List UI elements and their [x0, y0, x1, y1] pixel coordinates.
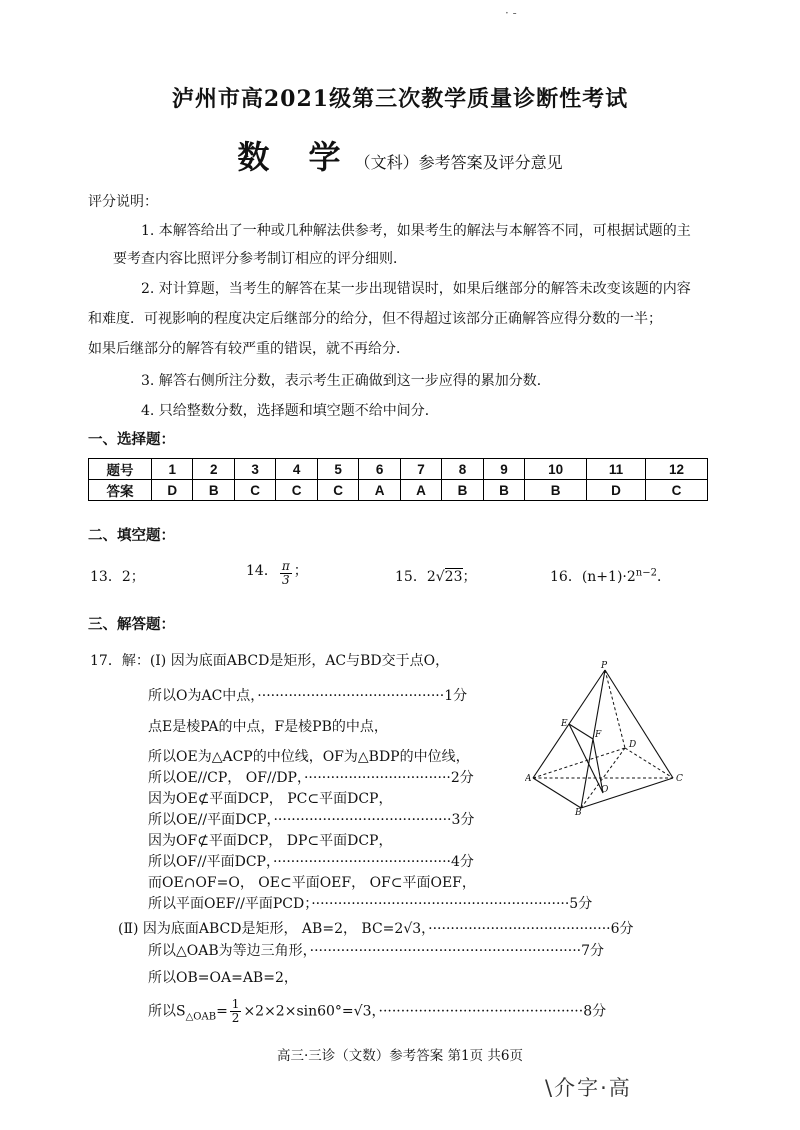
answer-14: [246, 560, 308, 587]
label-E: E: [561, 719, 568, 729]
label-D: D: [629, 740, 637, 750]
solution-line-13: 所以OB=OA=AB=2，: [148, 970, 298, 986]
answer-16-base: (n+1)·2: [581, 569, 636, 585]
area-fraction: [230, 998, 242, 1025]
answer-16-exponent: n−2: [635, 567, 657, 579]
row-label-number: 题号: [89, 459, 152, 480]
label-F: F: [595, 730, 602, 740]
solution-line-4: 所以OE//CP， OF//DP，·································2分: [148, 770, 474, 786]
edge-BC: [581, 778, 673, 808]
section-fill-heading: 二、填空题：: [88, 527, 175, 544]
note-2a: 2. 对计算题，当考生的解答在某一步出现错误时，如果后继部分的解答未改变该题的内容: [141, 281, 691, 297]
area-prefix: 所以S: [148, 1003, 186, 1020]
answer-15-radicand: 23: [444, 569, 463, 585]
answer-14-label: 14．: [246, 563, 278, 579]
question-number: 10: [525, 459, 587, 480]
section-solution-heading: 三、解答题：: [88, 616, 175, 633]
edge-AB: [533, 778, 581, 808]
answer-cell: C: [646, 480, 708, 501]
solution-line-5: 因为OE⊄平面DCP， PC⊂平面DCP，: [148, 791, 393, 807]
table-row: [89, 480, 708, 501]
fraction-denominator: 3: [281, 573, 290, 587]
answer-13: 13．2；: [90, 569, 145, 585]
question-number: 4: [276, 459, 317, 480]
note-1a: 1. 本解答给出了一种或几种解法供参考，如果考生的解法与本解答不同，可根据试题的主: [141, 223, 691, 239]
answer-15-tail: ；: [462, 569, 477, 585]
area-rest: ×2×2×sin60°=√3，··············································8分: [243, 1003, 607, 1020]
answer-16-label: 16．: [550, 569, 582, 585]
question-number: 1: [152, 459, 193, 480]
solution-line-9: 而OE∩OF=O， OE⊂平面OEF， OF⊂平面OEF，: [148, 875, 476, 891]
solution-line-7: 因为OF⊄平面DCP， DP⊂平面DCP，: [148, 833, 393, 849]
question-number: 8: [442, 459, 483, 480]
label-O: O: [601, 785, 609, 795]
answer-cell: B: [483, 480, 524, 501]
label-P: P: [601, 661, 608, 671]
area-equals: =: [216, 1003, 228, 1020]
solution-line-14: [148, 998, 606, 1025]
question-number: 6: [359, 459, 400, 480]
answer-cell: C: [317, 480, 358, 501]
answer-15: [395, 566, 477, 586]
solution-line-11: (Ⅱ) 因为底面ABCD是矩形， AB=2， BC=2√3，·········································6分: [118, 921, 634, 937]
question-number: 3: [234, 459, 275, 480]
answer-cell: B: [193, 480, 234, 501]
pyramid-figure: [525, 660, 700, 815]
question-number: 7: [400, 459, 441, 480]
row-label-answer: 答案: [89, 480, 152, 501]
question-number: 11: [587, 459, 646, 480]
note-2b: 和难度．可视影响的程度决定后继部分的给分，但不得超过该部分正确解答应得分数的一半；: [88, 311, 662, 327]
solution-line-10: 所以平面OEF//平面PCD；··························································5分: [148, 896, 593, 912]
question-number: 5: [317, 459, 358, 480]
label-B: B: [575, 808, 582, 815]
solution-line-1: 所以O为AC中点，··········································1分: [148, 688, 468, 704]
solution-line-3: 所以OE为△ACP的中位线，OF为△BDP的中位线，: [148, 749, 470, 765]
answer-cell: C: [276, 480, 317, 501]
exam-title: 泸州市高2021级第三次教学质量诊断性考试: [171, 86, 629, 112]
answer-15-coef: 2: [426, 569, 436, 585]
note-1b: 要考查内容比照评分参考制订相应的评分细则．: [113, 251, 407, 267]
watermark-stamp: \介字·高: [545, 1076, 632, 1100]
answer-cell: A: [359, 480, 400, 501]
label-C: C: [676, 774, 683, 784]
note-2c: 如果后继部分的解答有较严重的错误，就不再给分．: [88, 341, 410, 357]
answer-cell: D: [587, 480, 646, 501]
fraction-numerator: 1: [231, 997, 240, 1011]
edge-AD: [533, 748, 625, 778]
page-footer: 高三·三诊（文数）参考答案 第1页 共6页: [276, 1048, 524, 1064]
question-number: 2: [193, 459, 234, 480]
label-A: A: [525, 774, 532, 784]
solution-line-12: 所以△OAB为等边三角形，·····························································7分: [148, 943, 605, 959]
table-row: [89, 459, 708, 480]
edge-PD: [605, 670, 625, 748]
note-4: 4. 只给整数分数，选择题和填空题不给中间分．: [141, 403, 439, 419]
answer-cell: C: [234, 480, 275, 501]
note-3: 3. 解答右侧所注分数，表示考生正确做到这一步应得的累加分数．: [141, 373, 551, 389]
answer-table: [88, 458, 708, 501]
subject-name: 数 学: [237, 138, 355, 176]
section-choice-heading: 一、选择题：: [88, 431, 175, 448]
sqrt-sign-icon: √: [435, 569, 445, 585]
answer-cell: D: [152, 480, 193, 501]
question-number: 9: [483, 459, 524, 480]
area-subscript: △OAB: [185, 1011, 217, 1023]
answer-16-tail: ．: [656, 569, 671, 585]
answer-cell: B: [442, 480, 483, 501]
answer-16: [550, 566, 671, 586]
answer-cell: B: [525, 480, 587, 501]
subject-line: [0, 132, 800, 178]
solution-line-8: 所以OF//平面DCP，········································4分: [148, 854, 474, 870]
corner-mark: · -: [505, 6, 517, 20]
answer-14-fraction: [280, 560, 292, 587]
solution-line-2: 点E是棱PA的中点，F是棱PB的中点，: [148, 719, 388, 735]
question-number: 12: [646, 459, 708, 480]
fraction-denominator: 2: [231, 1011, 240, 1025]
solution-line-6: 所以OE//平面DCP，········································3分: [148, 812, 475, 828]
answer-14-tail: ；: [293, 563, 308, 579]
edge-DC: [625, 748, 673, 778]
subject-subtitle: （文科）参考答案及评分意见: [354, 153, 563, 172]
notes-heading: 评分说明：: [88, 194, 158, 210]
answer-15-label: 15．: [395, 569, 427, 585]
solution-line-0: 17．解：(Ⅰ) 因为底面ABCD是矩形，AC与BD交于点O，: [90, 653, 450, 669]
fraction-numerator: π: [281, 559, 290, 573]
answer-cell: A: [400, 480, 441, 501]
